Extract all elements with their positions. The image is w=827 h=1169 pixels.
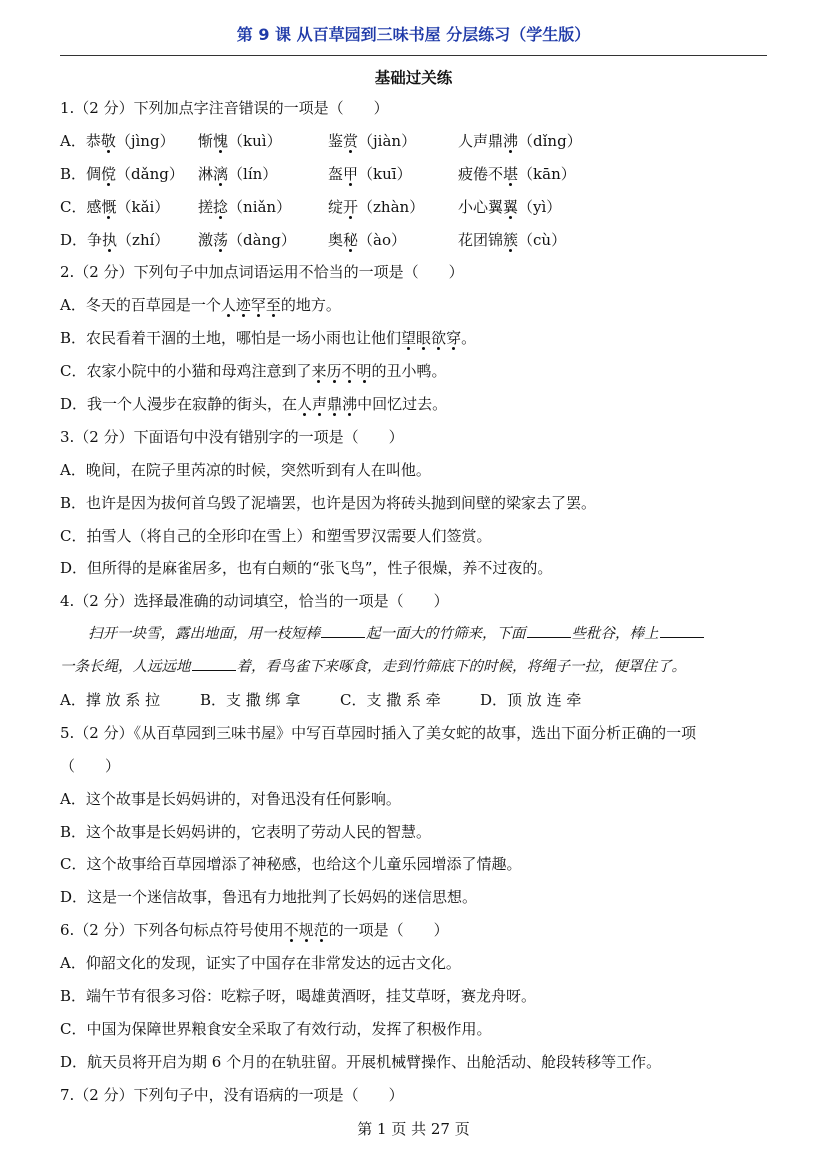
q1-stem: 1.（2 分）下列加点字注音错误的一项是（ ） xyxy=(60,99,389,117)
answer-blank-1 xyxy=(321,636,365,638)
q4-option-d: D．顶 放 连 牵 xyxy=(480,691,582,710)
line-text: 。 xyxy=(461,329,477,348)
q6-option-d: D．航天员将开启为期 6 个月的在轨驻留。开展机械臂操作、出舱活动、舱段转移等工作。 xyxy=(60,1052,662,1071)
q4-option-c: C．支 撒 系 牵 xyxy=(340,691,441,710)
q3-option-a: A．晚间，在院子里芮凉的时候，突然听到有人在叫他。 xyxy=(60,460,431,479)
line-text: 6.（2 分）下列各句标点符号使用 xyxy=(60,921,284,940)
q5-option-a: A．这个故事是长妈妈讲的，对鲁迅没有任何影响。 xyxy=(60,789,401,808)
line-text: 中回忆过去。 xyxy=(357,395,448,414)
q5-option-d: D．这是一个迷信故事，鲁迅有力地批判了长妈妈的迷信思想。 xyxy=(60,888,478,907)
q3-stem: 3.（2 分）下面语句中没有错别字的一项是（ ） xyxy=(60,427,404,446)
dotted-char: 执 xyxy=(102,230,118,249)
q1-term xyxy=(60,125,198,158)
pinyin: （kuì） xyxy=(228,131,282,150)
dotted-char: 赏 xyxy=(343,131,359,150)
pinyin: （jìng） xyxy=(115,131,175,150)
term-text: 惭 xyxy=(198,131,214,150)
answer-blank-4 xyxy=(192,669,236,671)
q1-term xyxy=(198,224,328,257)
q2-option-d xyxy=(60,388,770,421)
line-text: 的一项是（ ） xyxy=(328,921,449,940)
q4-passage-text-2: 起一面大的竹筛来，下面 xyxy=(366,626,526,643)
dotted-char: 秘 xyxy=(343,230,359,249)
q4-option-a: A．撑 放 系 拉 xyxy=(60,691,161,710)
pinyin: （kǎi） xyxy=(116,197,170,216)
pinyin: （lín） xyxy=(228,164,278,183)
pinyin: （jiàn） xyxy=(358,131,417,150)
pinyin: （niǎn） xyxy=(228,197,292,216)
q4-passage-line-1 xyxy=(60,618,770,651)
pinyin: （kuī） xyxy=(358,164,412,183)
q2-option-b xyxy=(60,322,770,355)
q7-stem: 7.（2 分）下列句子中，没有语病的一项是（ ） xyxy=(60,1085,404,1104)
line-text: B．农民看着干涸的土地，哪怕是一场小雨也让他们 xyxy=(60,329,402,348)
q6-option-b: B．端午节有很多习俗：吃粽子呀，喝雄黄酒呀，挂艾草呀，赛龙舟呀。 xyxy=(60,987,537,1006)
pinyin: （dǎng） xyxy=(116,164,184,183)
pinyin: （dàng） xyxy=(228,230,296,249)
q3-option-c: C．拍雪人（将自己的全形印在雪上）和塑雪罗汉需要人们签赏。 xyxy=(60,526,492,545)
dotted-char: 甲 xyxy=(343,164,359,183)
dotted-phrase: 人声鼎沸 xyxy=(297,395,358,414)
pinyin: （kān） xyxy=(518,164,576,183)
q2-option-c xyxy=(60,355,770,388)
term-text: C．感 xyxy=(60,197,102,216)
dotted-char: 开 xyxy=(343,197,359,216)
dotted-phrase: 来历不明 xyxy=(311,362,372,381)
dotted-phrase: 望眼欲穿 xyxy=(401,329,462,348)
pinyin: （zhàn） xyxy=(358,197,425,216)
q4-stem: 4.（2 分）选择最准确的动词填空，恰当的一项是（ ） xyxy=(60,592,449,611)
dotted-char: 漓 xyxy=(213,164,229,183)
term-text: 鉴 xyxy=(328,131,344,150)
q4-passage-line-2 xyxy=(60,651,770,684)
q1-term xyxy=(60,224,198,257)
term-text: A．恭 xyxy=(60,131,101,150)
pinyin: （dǐng） xyxy=(518,131,582,150)
term-text: 绽 xyxy=(328,197,344,216)
q1-option-a xyxy=(60,125,770,158)
term-text: 淋 xyxy=(198,164,214,183)
term-text: 疲倦不 xyxy=(458,164,504,183)
q1-term xyxy=(328,158,458,191)
q1-term xyxy=(458,125,608,158)
q1-term xyxy=(198,191,328,224)
line-text: A．冬天的百草园是一个 xyxy=(60,296,221,315)
line-text: 的地方。 xyxy=(280,296,341,315)
q3-option-d: D．但所得的是麻雀居多，也有白颊的“张飞鸟”，性子很燥，养不过夜的。 xyxy=(60,559,553,578)
dotted-char: 堪 xyxy=(503,164,519,183)
dotted-char: 慨 xyxy=(101,197,117,216)
term-text: D．争 xyxy=(60,230,103,249)
dotted-char: 愧 xyxy=(213,131,229,150)
q5-stem: 5.（2 分）《从百草园到三味书屋》中写百草园时插入了美女蛇的故事，选出下面分析正确的一项 xyxy=(60,723,697,742)
pinyin: （cù） xyxy=(518,230,567,249)
page-footer: 第 1 页 共 27 页 xyxy=(357,1120,470,1138)
q1-term xyxy=(458,158,608,191)
q1-term xyxy=(60,191,198,224)
answer-blank-2 xyxy=(527,636,571,638)
question-content xyxy=(60,92,770,1112)
q1-term xyxy=(458,224,608,257)
q2-option-a xyxy=(60,289,770,322)
q1-term xyxy=(328,191,458,224)
term-text: 人声鼎 xyxy=(458,131,504,150)
q1-option-b xyxy=(60,158,770,191)
q4-passage-text-5: 着，看鸟雀下来啄食，走到竹筛底下的时候，将绳子一拉，便罩住了。 xyxy=(236,659,686,676)
header-divider xyxy=(60,55,767,56)
term-text: 小心翼 xyxy=(458,197,504,216)
q1-term xyxy=(458,191,608,224)
q1-option-c xyxy=(60,191,770,224)
dotted-char: 荡 xyxy=(213,230,229,249)
q4-passage-text-4: 一条长绳，人远远地 xyxy=(60,659,191,676)
term-text: 花团锦 xyxy=(458,230,504,249)
pinyin: （zhí） xyxy=(117,230,170,249)
q4-options xyxy=(60,684,770,717)
dotted-char: 敬 xyxy=(100,131,116,150)
dotted-char: 捻 xyxy=(213,197,229,216)
q1-option-d xyxy=(60,224,770,257)
q4-passage-text-3: 些秕谷，棒上 xyxy=(571,626,659,643)
line-text: C．农家小院中的小猫和母鸡注意到了 xyxy=(60,362,312,381)
q6-stem xyxy=(60,914,770,947)
q1-term xyxy=(328,224,458,257)
term-text: 盔 xyxy=(328,164,344,183)
q5-stem-answer-bracket: （ ） xyxy=(60,756,121,775)
dotted-char: 沸 xyxy=(503,131,519,150)
q4-option-b: B．支 撒 绑 拿 xyxy=(200,691,301,710)
section-title: 基础过关练 xyxy=(374,69,453,87)
dotted-char: 傥 xyxy=(101,164,117,183)
dotted-phrase: 人迹罕至 xyxy=(220,296,281,315)
term-text: 搓 xyxy=(198,197,214,216)
pinyin: （ào） xyxy=(358,230,407,249)
answer-blank-3 xyxy=(660,636,704,638)
q5-option-b: B．这个故事是长妈妈讲的，它表明了劳动人民的智慧。 xyxy=(60,822,432,841)
term-text: 激 xyxy=(198,230,214,249)
dotted-char: 簇 xyxy=(503,230,519,249)
q6-option-c: C．中国为保障世界粮食安全采取了有效行动，发挥了积极作用。 xyxy=(60,1019,492,1038)
q1-term xyxy=(198,158,328,191)
line-text: 的丑小鸭。 xyxy=(371,362,447,381)
q1-term xyxy=(328,125,458,158)
q1-term xyxy=(198,125,328,158)
dotted-char: 翼 xyxy=(503,197,519,216)
term-text: B．倜 xyxy=(60,164,102,183)
q1-term xyxy=(60,158,198,191)
line-text: D．我一个人漫步在寂静的街头，在 xyxy=(60,395,298,414)
q4-passage-text-1: 扫开一块雪，露出地面，用一枝短棒 xyxy=(88,626,320,643)
pinyin: （yì） xyxy=(518,197,562,216)
q5-option-c: C．这个故事给百草园增添了神秘感，也给这个儿童乐园增添了情趣。 xyxy=(60,855,522,874)
document-header-title: 第 9 课 从百草园到三味书屋 分层练习（学生版） xyxy=(236,25,591,44)
q2-stem: 2.（2 分）下列句子中加点词语运用不恰当的一项是（ ） xyxy=(60,263,464,282)
q3-option-b: B．也许是因为拔何首乌毁了泥墙罢，也许是因为将砖头抛到间壁的梁家去了罢。 xyxy=(60,493,597,512)
q6-option-a: A．仰韶文化的发现，证实了中国存在非常发达的远古文化。 xyxy=(60,954,461,973)
term-text: 奥 xyxy=(328,230,344,249)
dotted-phrase: 不规范 xyxy=(283,921,329,940)
